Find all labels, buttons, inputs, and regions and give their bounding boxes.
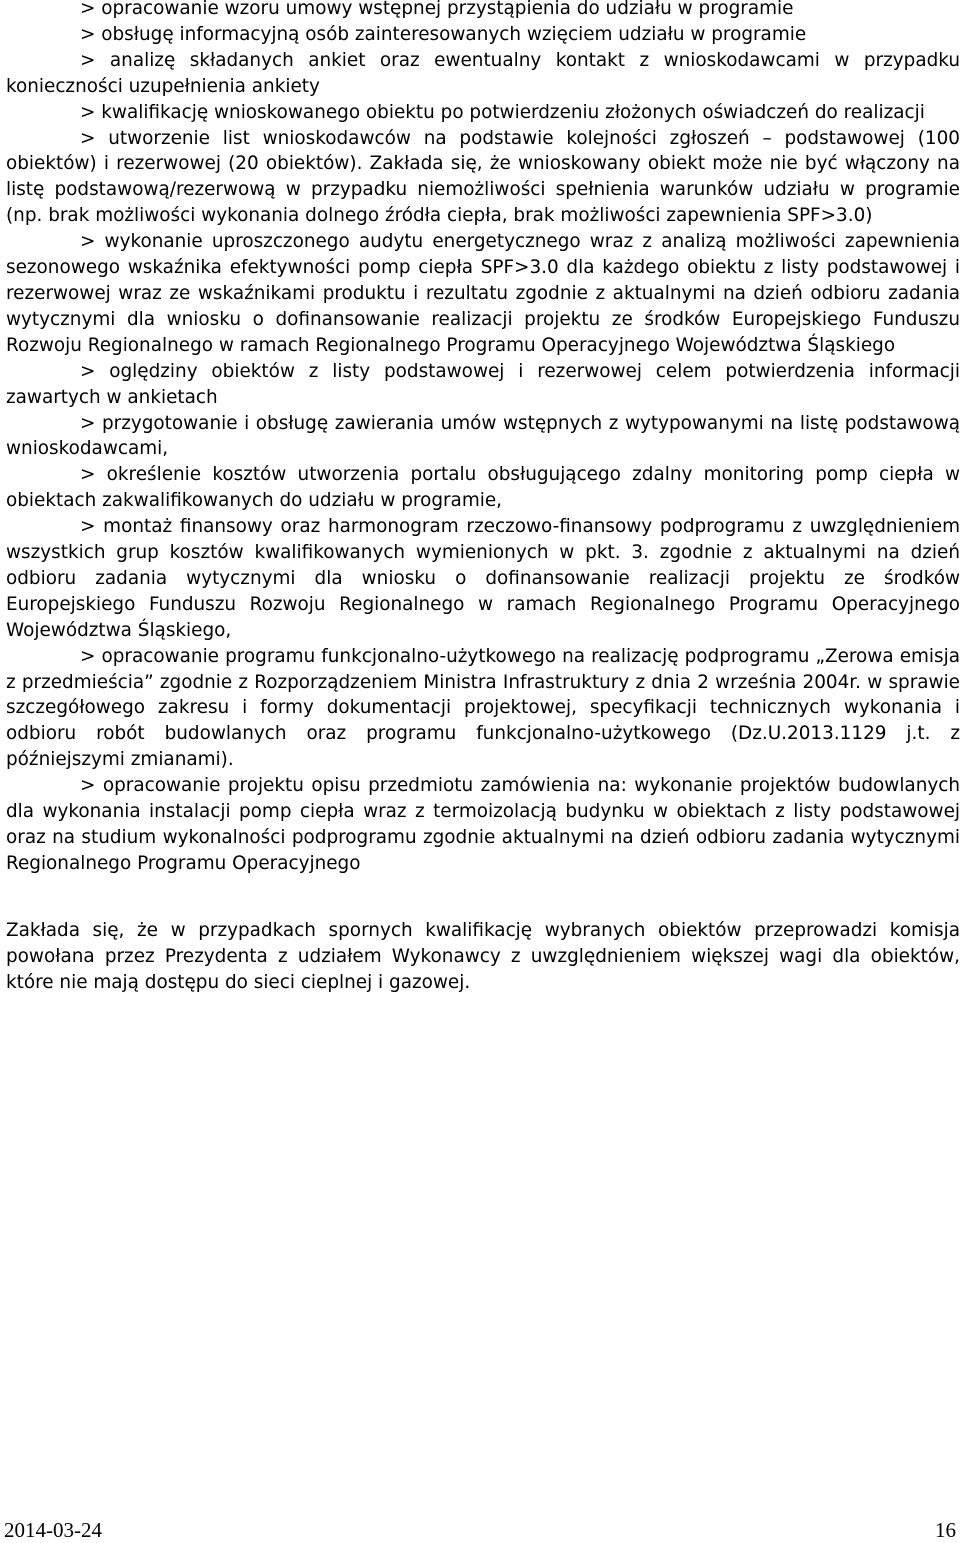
closing-paragraph: Zakłada się, że w przypadkach spornych kwalifikację wybranych obiektów przeprowadzi komisja powołana przez Prezydenta z udziałem Wykonawcy z uwzględnieniem większej wagi dla obiektów, które nie mają dostępu do sieci cieplnej i gazowej. xyxy=(6,919,960,993)
document-body xyxy=(6,0,960,996)
list-item: > analizę składanych ankiet oraz ewentualny kontakt z wnioskodawcami w przypadku konieczności uzupełnienia ankiety xyxy=(6,49,960,97)
list-item: > opracowanie wzoru umowy wstępnej przystąpienia do udziału w programie xyxy=(80,0,794,19)
list-item: > wykonanie uproszczonego audytu energetycznego wraz z analizą możliwości zapewnienia sezonowego wskaźnika efektywności pomp ciepła SPF>3.0 dla każdego obiektu z listy podstawowej i rezerwowej wraz ze wskaźnikami produktu i rezultatu zgodnie z aktualnymi na dzień odbioru zadania wytycznymi dla wniosku o dofinansowanie realizacji projektu ze środków Europejskiego Funduszu Rozwoju Regionalnego w ramach Regionalnego Programu Operacyjnego Województwa Śląskiego xyxy=(6,231,960,356)
list-item: > określenie kosztów utworzenia portalu obsługującego zdalny monitoring pomp ciepła w obiektach zakwalifikowanych do udziału w programie, xyxy=(6,464,960,512)
list-item: > oględziny obiektów z listy podstawowej i rezerwowej celem potwierdzenia informacji zawartych w ankietach xyxy=(6,360,960,408)
paragraph-spacer xyxy=(6,877,960,918)
list-item: > opracowanie projektu opisu przedmiotu zamówienia na: wykonanie projektów budowlanych dla wykonania instalacji pomp ciepła wraz z termoizolacją budynku w obiektach z listy podstawowej oraz na studium wykonalności podprogramu zgodnie aktualnymi na dzień odbioru zadania wytycznymi Regionalnego Programu Operacyjnego xyxy=(6,775,960,874)
list-item: > obsługę informacyjną osób zainteresowanych wzięciem udziału w programie xyxy=(80,23,807,45)
list-item: > utworzenie list wnioskodawców na podstawie kolejności zgłoszeń – podstawowej (100 obiektów) i rezerwowej (20 obiektów). Zakłada się, że wnioskowany obiekt może nie być włączony na listę podstawową/rezerwową w przypadku niemożliwości spełnienia warunków udziału w programie (np. brak możliwości wykonania dolnego źródła ciepła, brak możliwości zapewnienia SPF>3.0) xyxy=(6,127,960,227)
footer-date: 2014-03-24 xyxy=(4,1518,102,1542)
list-item: > kwalifikację wnioskowanego obiektu po potwierdzeniu złożonych oświadczeń do realizacji xyxy=(80,101,925,123)
page-footer xyxy=(4,1518,956,1542)
page-number: 16 xyxy=(935,1518,956,1542)
list-item: > przygotowanie i obsługę zawierania umów wstępnych z wytypowanymi na listę podstawową wnioskodawcami, xyxy=(6,412,960,460)
list-item: > opracowanie programu funkcjonalno-użytkowego na realizację podprogramu „Zerowa emisja z przedmieścia” zgodnie z Rozporządzeniem Ministra Infrastruktury z dnia 2 września 2004r. w sprawie szczegółowego zakresu i formy dokumentacji projektowej, specyfikacji technicznych wykonania i odbioru robót budowlanych oraz programu funkcjonalno-użytkowego (Dz.U.2013.1129 j.t. z późniejszymi zmianami). xyxy=(6,645,960,771)
list-item: > montaż finansowy oraz harmonogram rzeczowo-finansowy podprogramu z uwzględnieniem wszystkich grup kosztów kwalifikowanych wymienionych w pkt. 3. zgodnie z aktualnymi na dzień odbioru zadania wytycznymi dla wniosku o dofinansowanie realizacji projektu ze środków Europejskiego Funduszu Rozwoju Regionalnego w ramach Regionalnego Programu Operacyjnego Województwa Śląskiego, xyxy=(6,516,960,641)
